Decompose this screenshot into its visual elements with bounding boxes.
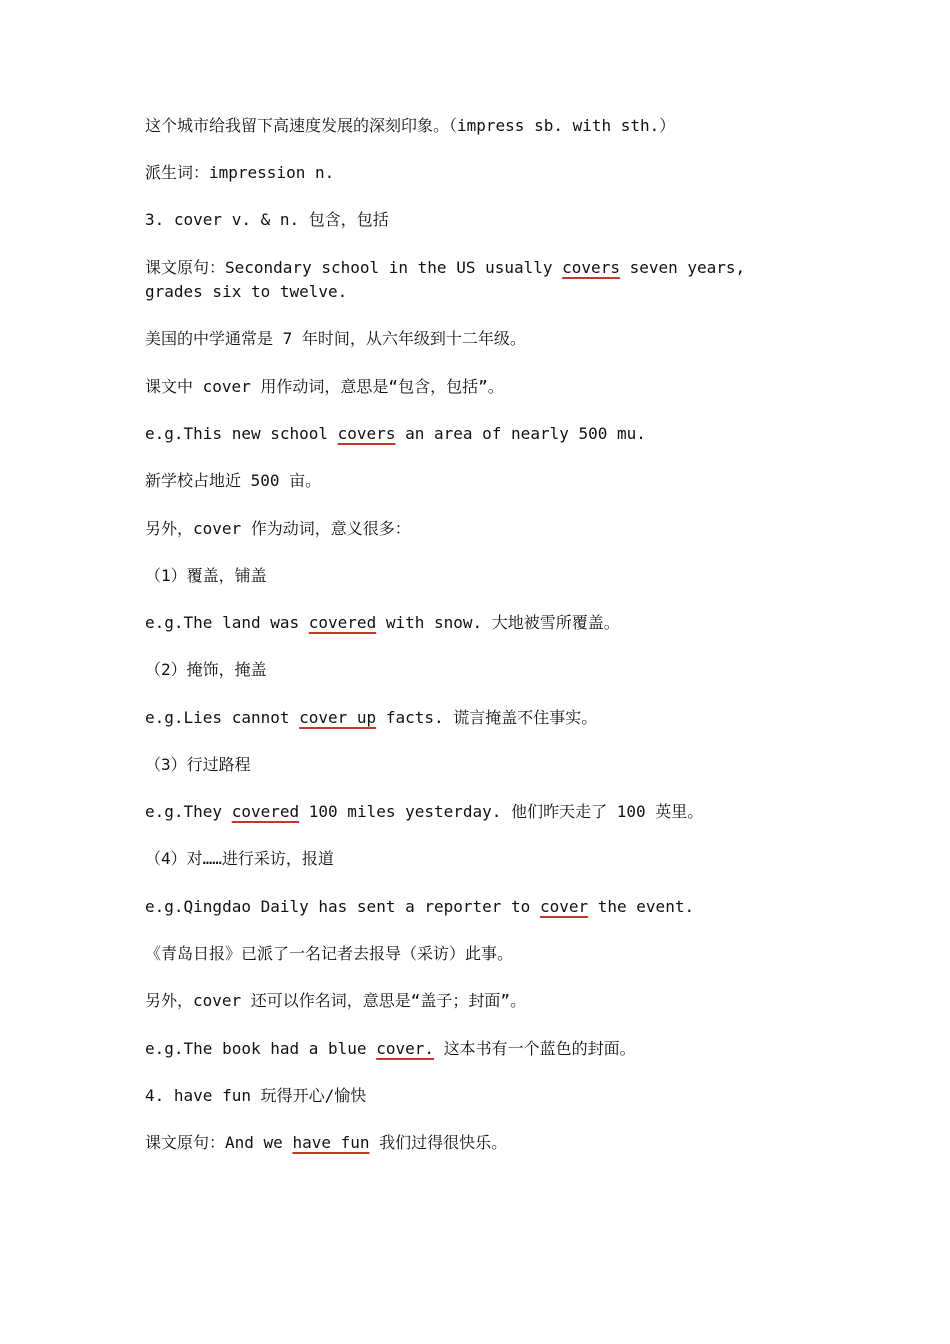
example-sentence [145,1037,636,1061]
text-segment: seven years, grades six to twelve. [145,258,746,301]
meaning-item: （2）掩饰，掩盖 [145,660,267,679]
example-sentence [145,611,620,635]
underlined-term: covers [562,258,620,277]
text-segment: 这本书有一个蓝色的封面。 [433,1039,636,1058]
text-segment: the event. [588,897,695,916]
example-sentence [145,800,703,824]
example-translation: 新学校占地近 500 亩。 [145,471,322,490]
text-segment: 课文原句：And we [145,1133,293,1152]
underlined-term: cover [539,897,589,916]
text-segment: facts. 谎言掩盖不住事实。 [376,708,598,727]
example-translation: 《青岛日报》已派了一名记者去报导（采访）此事。 [145,944,514,963]
text-segment: an area of nearly 500 mu. [395,424,646,443]
usage-note: 课文中 cover 用作动词，意思是“包含，包括”。 [145,377,504,396]
meaning-item: （1）覆盖，铺盖 [145,566,267,585]
text-segment: 100 miles yesterday. 他们昨天走了 100 英里。 [299,802,704,821]
example-sentence [145,895,694,919]
example-translation: 这个城市给我留下高速度发展的深刻印象。（impress sb. with sth.） [145,116,676,135]
underlined-term: cover. [376,1039,434,1058]
usage-note: 另外，cover 还可以作名词，意思是“盖子；封面”。 [145,991,527,1010]
textbook-sentence [145,256,810,304]
usage-note: 另外，cover 作为动词，意义很多： [145,519,411,538]
text-segment: e.g.The land was [145,613,309,632]
sentence-translation: 美国的中学通常是 7 年时间，从六年级到十二年级。 [145,329,526,348]
textbook-sentence [145,1131,507,1155]
example-sentence [145,706,597,730]
underlined-term: covered [308,613,377,632]
text-segment: 课文原句：Secondary school in the US usually [145,258,563,277]
section-heading-3: 3. cover v. & n. 包含，包括 [145,210,389,229]
text-segment: 我们过得很快乐。 [369,1133,508,1152]
text-segment: e.g.Lies cannot [145,708,300,727]
example-sentence [145,422,646,446]
meaning-item: （4）对……进行采访，报道 [145,849,334,868]
meaning-item: （3）行过路程 [145,755,251,774]
text-segment: with snow. 大地被雪所覆盖。 [376,613,620,632]
derivative-note: 派生词：impression n. [145,163,335,182]
text-segment: e.g.The book had a blue [145,1039,377,1058]
underlined-term: have fun [292,1133,370,1152]
underlined-term: cover up [299,708,377,727]
section-heading-4: 4. have fun 玩得开心/愉快 [145,1086,367,1105]
underlined-term: covered [231,802,300,821]
text-segment: e.g.This new school [145,424,338,443]
text-segment: e.g.Qingdao Daily has sent a reporter to [145,897,540,916]
text-segment: e.g.They [145,802,232,821]
underlined-term: covers [337,424,396,443]
